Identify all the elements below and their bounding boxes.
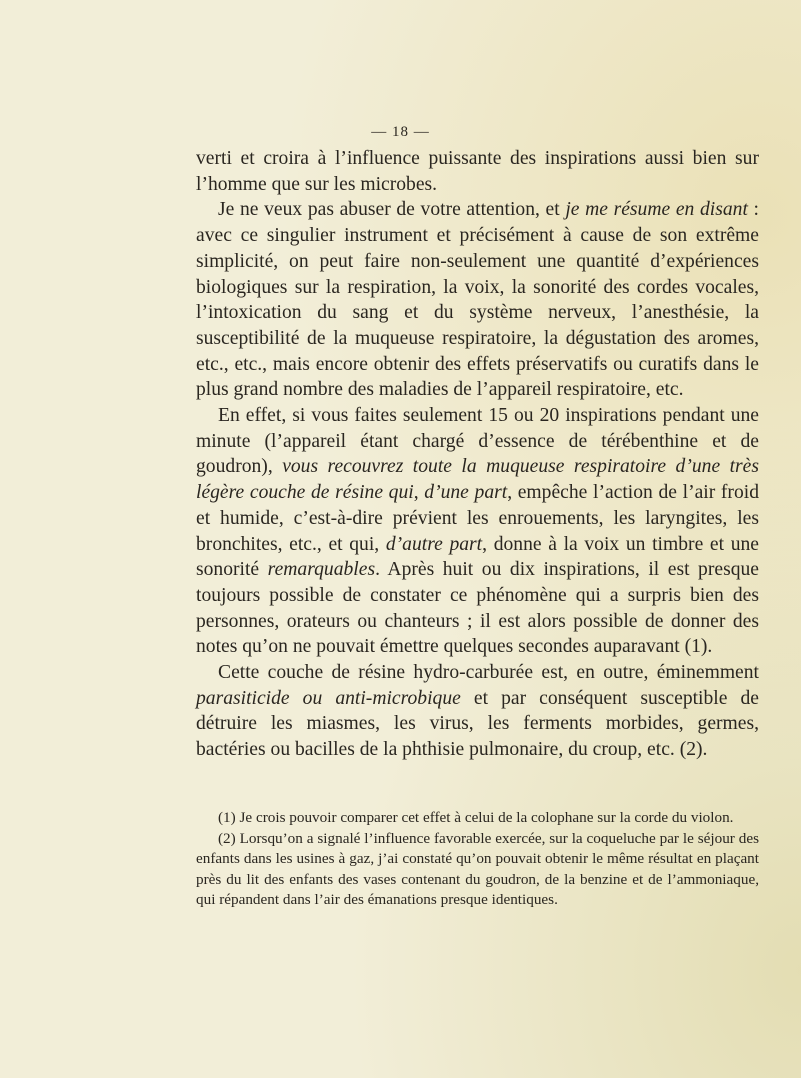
text-run: : avec ce singulier instrument et précisément à cause de son extrême simplicité, on peut faire non-seulement une quantité d’expériences biologiques sur la respiration, la voix, la sonorité des cordes vocales, l’intoxication du sang et du système nerveux, l’anesthésie, la susceptibilité de la muqueuse respiratoire, la dégustation des aromes, etc., etc., mais encore obtenir des effets préservatifs ou curatifs dans le plus grand nombre des maladies de l’appareil respiratoire, etc. xyxy=(196,199,759,401)
paragraph-4 xyxy=(196,660,759,763)
text-run: , xyxy=(413,482,425,504)
italic-run: parasiticide ou anti-microbique xyxy=(196,687,461,709)
italic-run: d’autre part xyxy=(385,533,483,555)
body-text xyxy=(196,146,759,763)
footnote-2: (2) Lorsqu’on a signalé l’influence favorable exercée, sur la coqueluche par le séjour des enfants dans les usines à gaz, j’ai constaté qu’on pouvait obtenir le même résultat en plaçant près du lit des enfants des vases contenant du goudron, de la benzine et de l’ammoniaque, qui répandent dans l’air des émanations presque identiques. xyxy=(196,829,759,908)
text-run: Cette couche de résine hydro-carburée est, en outre, éminemment xyxy=(218,662,759,684)
italic-run: vous recouvrez toute la muqueuse respiratoire d’une très légère couche de résine qui xyxy=(196,456,759,504)
text-run: En effet, si vous faites seulement 15 ou 20 inspirations pendant une minute (l’appareil étant chargé d’essence de térébenthine et de goudron), xyxy=(196,405,759,478)
footnote-1: (1) Je crois pouvoir comparer cet effet à celui de la colophane sur la corde du violon. xyxy=(218,809,734,826)
text-run: . Après huit ou dix inspirations, il est presque toujours possible de constater ce phénomène qui a surpris bien des personnes, orateurs ou chanteurs ; il est alors possible de donner des notes qu’on ne pouvait émettre quelques secondes auparavant (1). xyxy=(196,559,759,658)
text-run: , empêche l’action de l’air froid et humide, c’est-à-dire prévient les enrouements, les laryngites, les bronchites, etc., et qui, xyxy=(196,482,759,555)
paragraph-3 xyxy=(196,403,759,660)
footnotes xyxy=(196,808,759,911)
page-number: — 18 — xyxy=(371,124,430,140)
italic-run: je me résume en disant xyxy=(565,199,748,221)
text-run: Je ne veux pas abuser de votre attention, et xyxy=(218,199,566,221)
italic-run: remarquables xyxy=(267,559,376,581)
text-run: et par conséquent susceptible de détruire les miasmes, les virus, les ferments morbides, germes, bactéries ou bacilles de la phthisie pulmonaire, du croup, etc. (2). xyxy=(196,687,759,761)
paragraph-1 xyxy=(196,146,759,197)
text-run: verti et croira à l’influence puissante des inspirations aussi bien sur l’homme que sur les microbes. xyxy=(196,148,759,195)
text-run: , donne à la voix un timbre et une sonorité xyxy=(196,533,760,581)
italic-run: d’une part xyxy=(424,482,508,504)
paragraph-2 xyxy=(196,197,759,403)
